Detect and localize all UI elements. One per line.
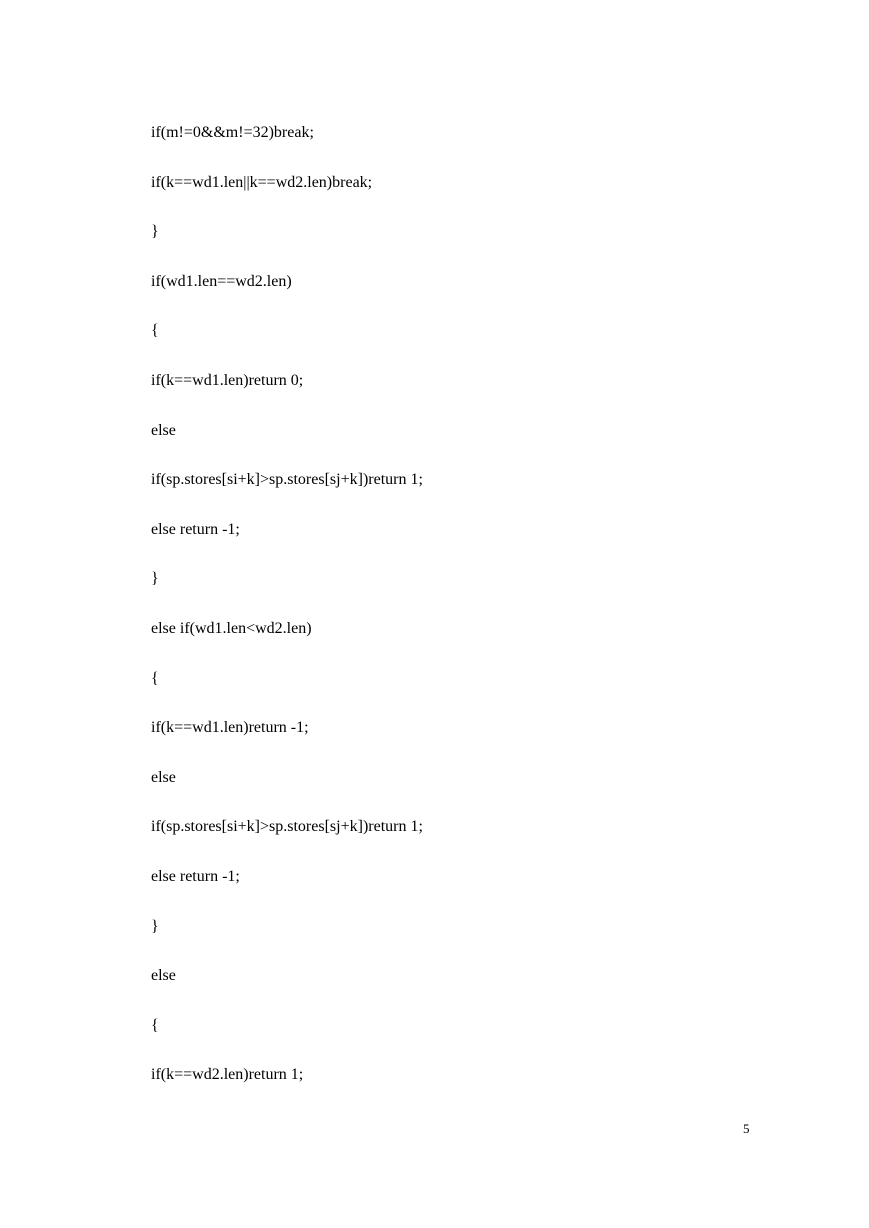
code-line: if(k==wd2.len)return 1; xyxy=(151,1066,304,1084)
code-line: if(m!=0&&m!=32)break; xyxy=(151,124,314,141)
code-line: else xyxy=(151,768,176,786)
code-line: } xyxy=(151,223,159,241)
code-line: if(wd1.len==wd2.len) xyxy=(151,272,292,290)
code-block xyxy=(151,122,423,1114)
code-line: { xyxy=(151,322,159,340)
code-line: if(k==wd1.len||k==wd2.len)break; xyxy=(151,173,373,191)
code-line: if(sp.stores[si+k]>sp.stores[sj+k])return 1; xyxy=(151,471,423,489)
code-line: } xyxy=(151,570,159,588)
code-line: else return -1; xyxy=(151,520,240,538)
code-line: else xyxy=(151,421,176,439)
code-line: { xyxy=(151,1016,159,1034)
code-line: { xyxy=(151,669,159,687)
code-line: } xyxy=(151,917,159,935)
code-line: if(sp.stores[si+k]>sp.stores[sj+k])return 1; xyxy=(151,818,423,836)
code-line: if(k==wd1.len)return -1; xyxy=(151,719,309,737)
code-line: else if(wd1.len<wd2.len) xyxy=(151,619,312,637)
page-number: 5 xyxy=(743,1121,750,1136)
code-line: if(k==wd1.len)return 0; xyxy=(151,371,304,389)
code-line: else xyxy=(151,967,176,985)
code-line: else return -1; xyxy=(151,867,240,885)
